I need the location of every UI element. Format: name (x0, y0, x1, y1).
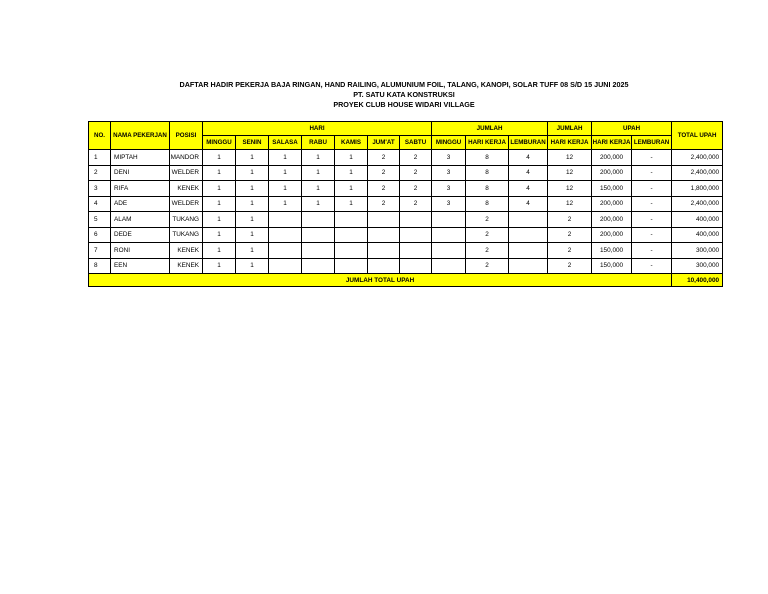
cell-j-lembur (509, 227, 548, 243)
cell-rabu: 1 (302, 165, 335, 181)
cell-u-lembur: - (632, 165, 672, 181)
cell-minggu: 1 (203, 165, 236, 181)
cell-posisi: MANDOR (170, 150, 203, 166)
cell-minggu: 1 (203, 181, 236, 197)
cell-nama: DENI (111, 165, 170, 181)
cell-j-lembur (509, 243, 548, 259)
table-row (89, 258, 723, 274)
cell-salasa (269, 212, 302, 228)
col-header-salasa: SALASA (269, 136, 302, 150)
title-line-2: PT. SATU KATA KONSTRUKSI (353, 90, 455, 99)
cell-u-lembur: - (632, 227, 672, 243)
col-header-posisi: POSISI (170, 122, 203, 150)
cell-nama: ADE (111, 196, 170, 212)
cell-sabtu: 2 (400, 150, 432, 166)
cell-sabtu (400, 227, 432, 243)
col-header-jumlah: JUMLAH (432, 122, 548, 136)
cell-j-lembur: 4 (509, 196, 548, 212)
cell-jumat (368, 212, 400, 228)
cell-j-minggu (432, 258, 466, 274)
col-header-upah-lemburan: LEMBURAN (632, 136, 672, 150)
cell-j-hari-kerja: 8 (466, 150, 509, 166)
cell-j-hari-kerja: 8 (466, 181, 509, 197)
cell-jumat: 2 (368, 181, 400, 197)
cell-kamis (335, 258, 368, 274)
cell-u-hari-kerja: 150,000 (592, 181, 632, 197)
col-header-rabu: RABU (302, 136, 335, 150)
cell-u-lembur: - (632, 181, 672, 197)
cell-sabtu: 2 (400, 196, 432, 212)
header-row-1 (89, 122, 723, 136)
cell-kamis: 1 (335, 150, 368, 166)
col-header-senin: SENIN (236, 136, 269, 150)
grand-total: 10,400,000 (672, 274, 723, 287)
cell-rabu: 1 (302, 150, 335, 166)
cell-u-lembur: - (632, 243, 672, 259)
cell-posisi: WELDER (170, 196, 203, 212)
cell-u-hari-kerja: 200,000 (592, 165, 632, 181)
cell-j-lembur: 4 (509, 181, 548, 197)
cell-jumat (368, 258, 400, 274)
cell-salasa (269, 258, 302, 274)
cell-rabu (302, 258, 335, 274)
cell-j-hari-kerja: 8 (466, 165, 509, 181)
attendance-table (88, 121, 723, 287)
cell-u-lembur: - (632, 150, 672, 166)
cell-salasa (269, 227, 302, 243)
cell-j2-hari-kerja: 2 (548, 258, 592, 274)
table-body (89, 150, 723, 274)
cell-sabtu (400, 243, 432, 259)
cell-sabtu (400, 212, 432, 228)
cell-no: 4 (89, 196, 111, 212)
cell-u-lembur: - (632, 212, 672, 228)
table-header (89, 122, 723, 150)
cell-total: 300,000 (672, 243, 723, 259)
cell-nama: RONI (111, 243, 170, 259)
cell-salasa: 1 (269, 150, 302, 166)
col-header-no: NO. (89, 122, 111, 150)
col-header-jumlah-hari-kerja: HARI KERJA (466, 136, 509, 150)
cell-j-hari-kerja: 8 (466, 196, 509, 212)
table-row (89, 196, 723, 212)
cell-jumat (368, 243, 400, 259)
cell-rabu (302, 212, 335, 228)
cell-salasa: 1 (269, 165, 302, 181)
cell-senin: 1 (236, 150, 269, 166)
cell-kamis: 1 (335, 165, 368, 181)
cell-j-lembur (509, 258, 548, 274)
cell-posisi: KENEK (170, 243, 203, 259)
cell-j-lembur: 4 (509, 165, 548, 181)
cell-senin: 1 (236, 243, 269, 259)
cell-j2-hari-kerja: 12 (548, 181, 592, 197)
table-row (89, 227, 723, 243)
cell-total: 300,000 (672, 258, 723, 274)
cell-u-hari-kerja: 200,000 (592, 150, 632, 166)
cell-rabu (302, 243, 335, 259)
cell-posisi: WELDER (170, 165, 203, 181)
cell-total: 2,400,000 (672, 165, 723, 181)
cell-minggu: 1 (203, 258, 236, 274)
col-header-upah: UPAH (592, 122, 672, 136)
cell-no: 3 (89, 181, 111, 197)
cell-j-minggu: 3 (432, 150, 466, 166)
cell-posisi: TUKANG (170, 212, 203, 228)
cell-senin: 1 (236, 212, 269, 228)
cell-posisi: KENEK (170, 258, 203, 274)
table-footer (89, 274, 723, 287)
col-header-jumat: JUM'AT (368, 136, 400, 150)
title-line-3: PROYEK CLUB HOUSE WIDARI VILLAGE (333, 100, 475, 109)
cell-total: 400,000 (672, 212, 723, 228)
col-header-minggu: MINGGU (203, 136, 236, 150)
cell-nama: RIFA (111, 181, 170, 197)
cell-sabtu: 2 (400, 165, 432, 181)
cell-j-hari-kerja: 2 (466, 212, 509, 228)
cell-minggu: 1 (203, 196, 236, 212)
cell-senin: 1 (236, 227, 269, 243)
col-header-total-upah: TOTAL UPAH (672, 122, 723, 150)
cell-nama: MIPTAH (111, 150, 170, 166)
cell-senin: 1 (236, 181, 269, 197)
cell-salasa (269, 243, 302, 259)
cell-no: 1 (89, 150, 111, 166)
cell-j-lembur (509, 212, 548, 228)
cell-minggu: 1 (203, 212, 236, 228)
cell-j-minggu (432, 212, 466, 228)
title-line-1: DAFTAR HADIR PEKERJA BAJA RINGAN, HAND RAILING, ALUMUNIUM FOIL, TALANG, KANOPI, SOLAR TUFF 08 S/D 15 JUNI 2025 (179, 80, 629, 89)
cell-sabtu (400, 258, 432, 274)
cell-j2-hari-kerja: 12 (548, 150, 592, 166)
document-title (0, 80, 768, 110)
col-header-jumlah-2: JUMLAH (548, 122, 592, 136)
total-label: JUMLAH TOTAL UPAH (89, 274, 672, 287)
cell-j2-hari-kerja: 2 (548, 212, 592, 228)
cell-j-minggu (432, 227, 466, 243)
cell-j-hari-kerja: 2 (466, 227, 509, 243)
cell-j-minggu: 3 (432, 196, 466, 212)
cell-minggu: 1 (203, 227, 236, 243)
cell-kamis (335, 227, 368, 243)
col-header-jumlah2-hari-kerja: HARI KERJA (548, 136, 592, 150)
cell-kamis (335, 212, 368, 228)
cell-total: 1,800,000 (672, 181, 723, 197)
cell-rabu (302, 227, 335, 243)
cell-nama: ALAM (111, 212, 170, 228)
table-row (89, 243, 723, 259)
cell-kamis: 1 (335, 196, 368, 212)
cell-no: 2 (89, 165, 111, 181)
cell-u-lembur: - (632, 196, 672, 212)
cell-rabu: 1 (302, 196, 335, 212)
cell-no: 5 (89, 212, 111, 228)
col-header-jumlah-lemburan: LEMBURAN (509, 136, 548, 150)
cell-senin: 1 (236, 165, 269, 181)
cell-total: 2,400,000 (672, 150, 723, 166)
cell-j2-hari-kerja: 2 (548, 227, 592, 243)
cell-kamis (335, 243, 368, 259)
cell-total: 2,400,000 (672, 196, 723, 212)
col-header-nama: NAMA PEKERJAN (111, 122, 170, 150)
cell-nama: EEN (111, 258, 170, 274)
table-row (89, 181, 723, 197)
cell-no: 8 (89, 258, 111, 274)
cell-j2-hari-kerja: 12 (548, 165, 592, 181)
table-row (89, 165, 723, 181)
cell-u-hari-kerja: 150,000 (592, 258, 632, 274)
cell-kamis: 1 (335, 181, 368, 197)
total-row (89, 274, 723, 287)
cell-no: 6 (89, 227, 111, 243)
cell-sabtu: 2 (400, 181, 432, 197)
table-row (89, 150, 723, 166)
table-row (89, 212, 723, 228)
cell-jumat: 2 (368, 150, 400, 166)
cell-u-hari-kerja: 200,000 (592, 227, 632, 243)
cell-j2-hari-kerja: 12 (548, 196, 592, 212)
cell-u-hari-kerja: 200,000 (592, 196, 632, 212)
cell-no: 7 (89, 243, 111, 259)
cell-salasa: 1 (269, 196, 302, 212)
cell-j-minggu (432, 243, 466, 259)
col-header-upah-hari-kerja: HARI KERJA (592, 136, 632, 150)
cell-minggu: 1 (203, 150, 236, 166)
cell-j-minggu: 3 (432, 181, 466, 197)
cell-u-hari-kerja: 150,000 (592, 243, 632, 259)
col-header-hari: HARI (203, 122, 432, 136)
cell-rabu: 1 (302, 181, 335, 197)
cell-total: 400,000 (672, 227, 723, 243)
cell-posisi: TUKANG (170, 227, 203, 243)
cell-j-lembur: 4 (509, 150, 548, 166)
cell-j-minggu: 3 (432, 165, 466, 181)
cell-nama: DEDE (111, 227, 170, 243)
cell-posisi: KENEK (170, 181, 203, 197)
cell-jumat: 2 (368, 196, 400, 212)
cell-u-lembur: - (632, 258, 672, 274)
cell-j-hari-kerja: 2 (466, 258, 509, 274)
cell-jumat (368, 227, 400, 243)
cell-senin: 1 (236, 258, 269, 274)
col-header-jumlah-minggu: MINGGU (432, 136, 466, 150)
cell-salasa: 1 (269, 181, 302, 197)
cell-minggu: 1 (203, 243, 236, 259)
cell-senin: 1 (236, 196, 269, 212)
col-header-kamis: KAMIS (335, 136, 368, 150)
cell-j2-hari-kerja: 2 (548, 243, 592, 259)
cell-j-hari-kerja: 2 (466, 243, 509, 259)
cell-jumat: 2 (368, 165, 400, 181)
col-header-sabtu: SABTU (400, 136, 432, 150)
cell-u-hari-kerja: 200,000 (592, 212, 632, 228)
